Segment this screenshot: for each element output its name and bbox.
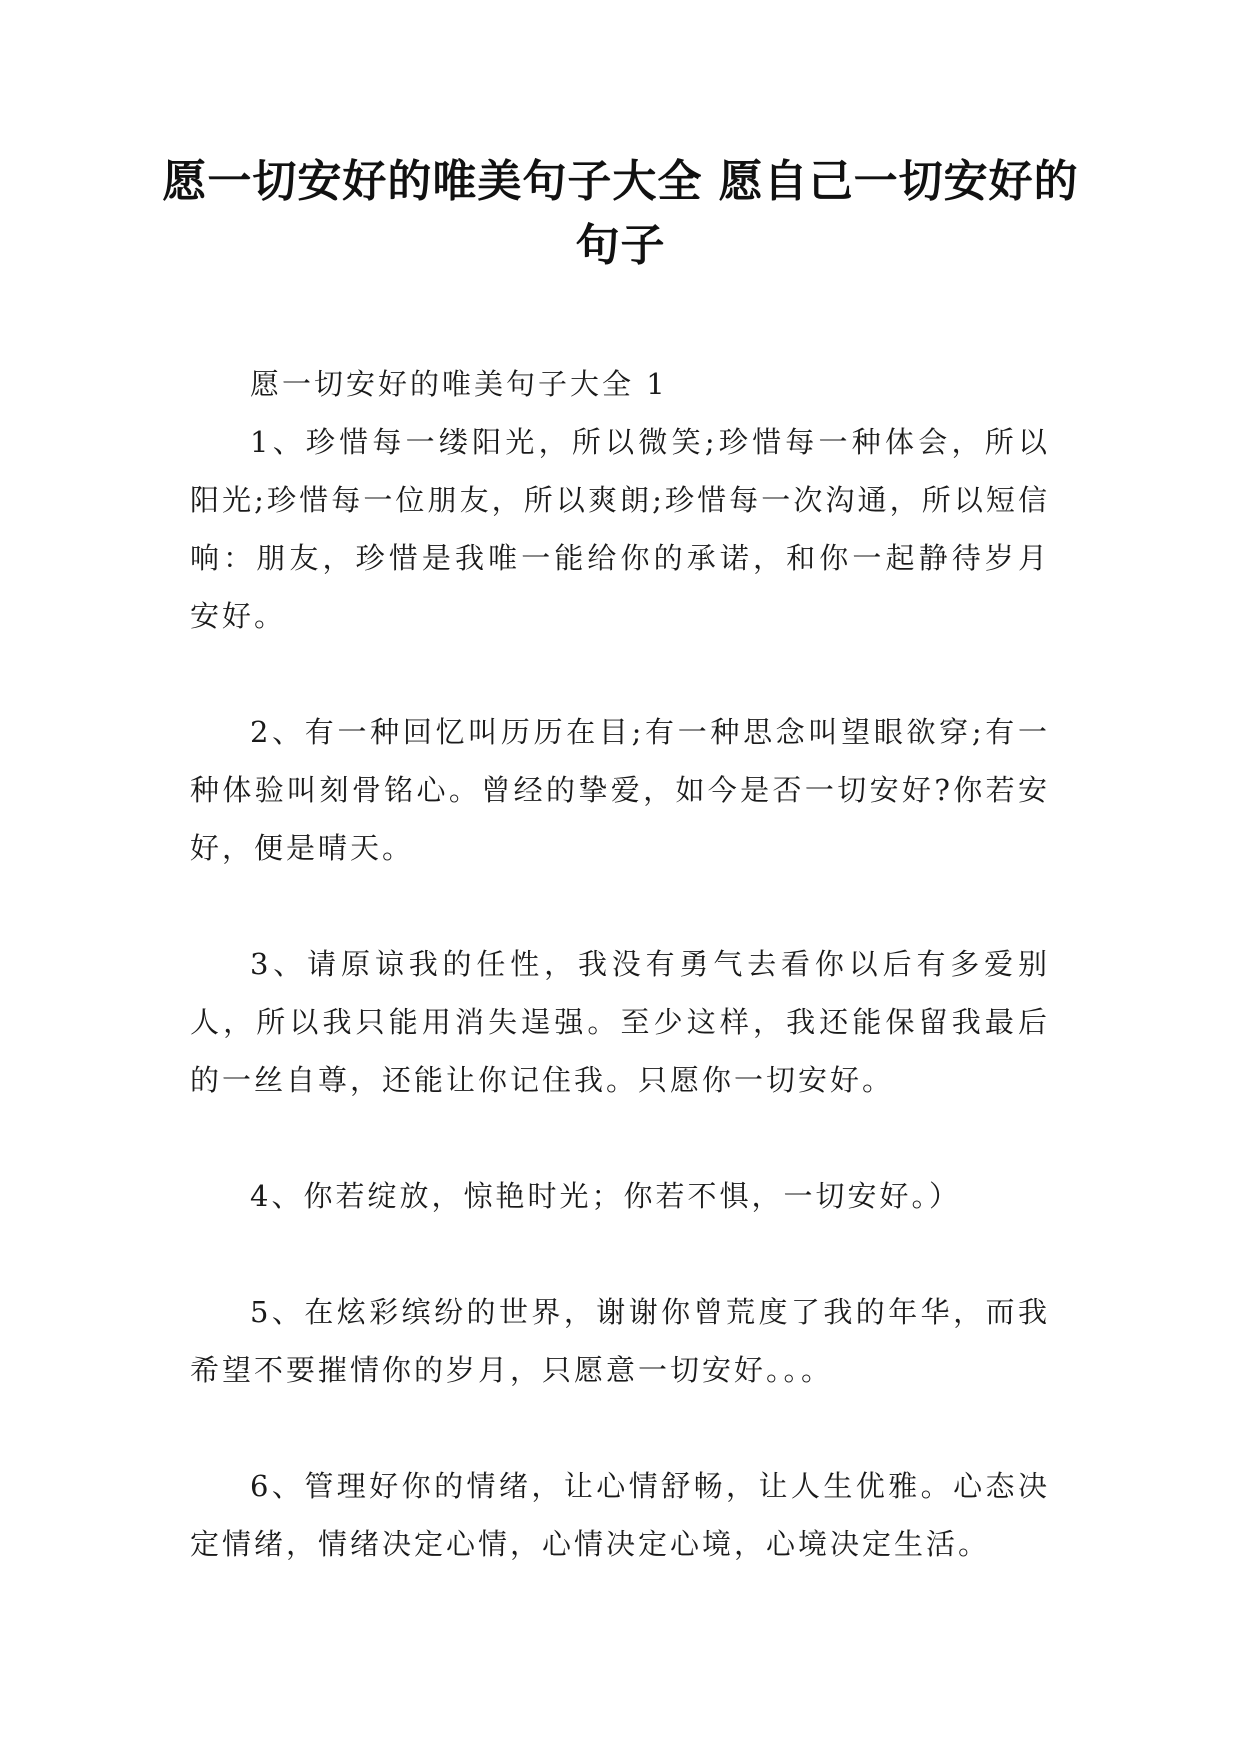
paragraph-3: 3、请原谅我的任性，我没有勇气去看你以后有多爱别人，所以我只能用消失逞强。至少这样，我还能保留我最后的一丝自尊，还能让你记住我。只愿你一切安好。 bbox=[190, 947, 1050, 1097]
paragraph-spacer bbox=[190, 1109, 1050, 1167]
document-body bbox=[190, 355, 1050, 1573]
paragraph-spacer bbox=[190, 877, 1050, 935]
paragraph-spacer bbox=[190, 645, 1050, 703]
section-heading: 愿一切安好的唯美句子大全 1 bbox=[250, 367, 668, 401]
paragraph-4: 4、你若绽放，惊艳时光；你若不惧，一切安好。） bbox=[250, 1179, 961, 1213]
paragraph-2: 2、有一种回忆叫历历在目;有一种思念叫望眼欲穿;有一种体验叫刻骨铭心。曾经的挚爱，如今是否一切安好?你若安好，便是晴天。 bbox=[190, 715, 1050, 865]
paragraph-1: 1、珍惜每一缕阳光，所以微笑;珍惜每一种体会，所以阳光;珍惜每一位朋友，所以爽朗;珍惜每一次沟通，所以短信响：朋友，珍惜是我唯一能给你的承诺，和你一起静待岁月安好。 bbox=[190, 425, 1050, 633]
paragraph-6: 6、管理好你的情绪，让心情舒畅，让人生优雅。心态决定情绪，情绪决定心情，心情决定心境，心境决定生活。 bbox=[190, 1469, 1050, 1561]
paragraph-5: 5、在炫彩缤纷的世界，谢谢你曾荒度了我的年华，而我希望不要摧情你的岁月，只愿意一切安好。。。 bbox=[190, 1295, 1050, 1387]
paragraph-spacer bbox=[190, 1225, 1050, 1283]
paragraph-spacer bbox=[190, 1399, 1050, 1457]
document-title: 愿一切安好的唯美句子大全 愿自己一切安好的句子 bbox=[162, 156, 1079, 271]
